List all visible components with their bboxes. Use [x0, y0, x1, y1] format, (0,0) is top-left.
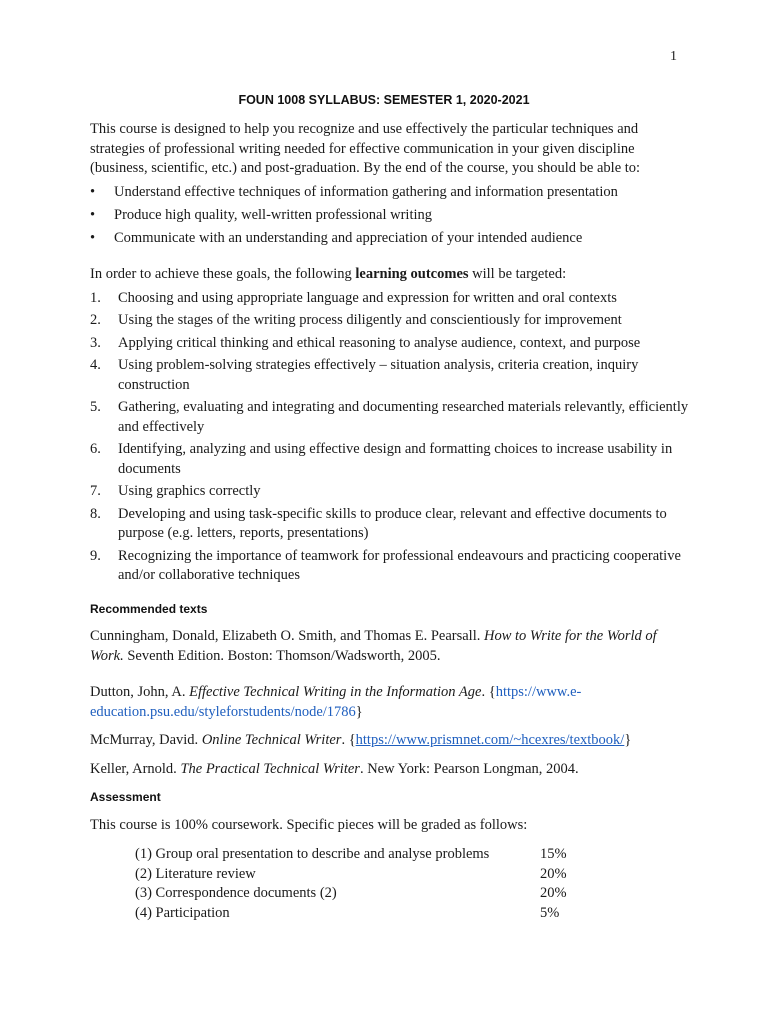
- outcomes-list: [90, 289, 690, 586]
- reference-entry: [90, 760, 690, 780]
- list-item: [90, 289, 690, 309]
- outcome-text: Developing and using task-specific skills to produce clear, relevant and effective documents to purpose (e.g. letters, reports, presentations): [118, 505, 667, 541]
- list-item: [90, 311, 690, 331]
- page-number: 1: [670, 49, 677, 64]
- reference-entry: [90, 731, 690, 751]
- ref-punct: . {: [341, 732, 356, 748]
- outcome-text: Using problem-solving strategies effectively – situation analysis, criteria creation, inquiry construction: [118, 357, 639, 393]
- table-row: [135, 865, 690, 885]
- list-item: [90, 547, 690, 586]
- item-number: 1.: [90, 289, 101, 306]
- assessment-heading: Assessment: [90, 790, 161, 804]
- grading-table: [135, 845, 690, 923]
- ref-punct-close: }: [624, 732, 632, 748]
- ref-punct: . {: [481, 684, 496, 700]
- assessment-intro: This course is 100% coursework. Specific pieces will be graded as follows:: [90, 816, 528, 833]
- list-item: [90, 206, 690, 226]
- reference-entry: [90, 683, 690, 722]
- ref-title: Online Technical Writer: [201, 732, 342, 748]
- grade-weight: 15%: [540, 846, 567, 862]
- outcome-text: Using graphics correctly: [118, 483, 261, 499]
- item-number: 9.: [90, 547, 101, 564]
- item-number: 7.: [90, 483, 101, 499]
- grade-weight: 20%: [540, 865, 567, 882]
- table-row: [135, 845, 690, 865]
- outcome-text: Choosing and using appropriate language and expression for written and oral contexts: [118, 289, 617, 306]
- outcomes-intro-text: In order to achieve these goals, the following: [90, 266, 356, 282]
- ref-author: Keller, Arnold.: [90, 760, 181, 777]
- outcome-text: Using the stages of the writing process diligently and conscientiously for improvement: [118, 312, 622, 328]
- ref-author: Cunningham, Donald, Elizabeth O. Smith, and Thomas E. Pearsall.: [90, 628, 484, 644]
- outcomes-intro-bold: learning outcomes: [355, 266, 469, 282]
- item-number: 5.: [90, 399, 101, 415]
- ref-details: Seventh Edition. Boston: Thomson/Wadsworth, 2005.: [123, 647, 441, 664]
- outcomes-intro-tail: will be targeted:: [468, 266, 567, 282]
- goal-text: Produce high quality, well-written professional writing: [114, 206, 432, 223]
- outcome-text: Identifying, analyzing and using effective design and formatting choices to increase usability in documents: [118, 441, 673, 477]
- bullet-icon: •: [90, 229, 96, 246]
- outcomes-intro: [90, 265, 690, 285]
- list-item: [90, 356, 690, 395]
- ref-title: The Practical Technical Writer: [180, 760, 360, 777]
- list-item: [90, 440, 690, 479]
- ref-details: . New York: Pearson Longman, 2004.: [359, 760, 579, 777]
- grade-item-label: (3) Correspondence documents (2): [135, 885, 337, 901]
- list-item: [90, 183, 690, 203]
- ref-punct-close: }: [355, 703, 363, 720]
- goal-text: Understand effective techniques of information gathering and information presentation: [114, 183, 618, 200]
- ref-link[interactable]: https://www.prismnet.com/~hcexres/textbook/: [355, 732, 625, 748]
- grade-item-label: (4) Participation: [135, 904, 230, 921]
- table-row: [135, 904, 690, 924]
- reference-entry: [90, 627, 690, 666]
- ref-title: How to Write for the World of Work.: [90, 628, 657, 664]
- item-number: 4.: [90, 357, 101, 373]
- goals-list: [90, 183, 690, 249]
- ref-link[interactable]: https://www.e-education.psu.edu/styleforstudents/node/1786: [90, 684, 582, 720]
- item-number: 6.: [90, 441, 101, 457]
- list-item: [90, 505, 690, 544]
- document-body: [90, 120, 690, 923]
- list-item: [90, 334, 690, 354]
- table-row: [135, 884, 690, 904]
- grade-weight: 5%: [540, 904, 560, 921]
- outcome-text: Gathering, evaluating and integrating and documenting researched materials relevantly, efficiently and effectively: [118, 399, 689, 435]
- ref-title: Effective Technical Writing in the Information Age: [189, 684, 482, 700]
- item-number: 2.: [90, 312, 101, 328]
- item-number: 3.: [90, 334, 101, 351]
- ref-author: Dutton, John, A.: [90, 684, 190, 700]
- list-item: [90, 229, 690, 249]
- outcome-text: Applying critical thinking and ethical reasoning to analyse audience, context, and purpose: [118, 334, 641, 351]
- item-number: 8.: [90, 505, 101, 522]
- grade-item-label: (2) Literature review: [135, 865, 256, 882]
- grade-weight: 20%: [540, 885, 567, 901]
- list-item: [90, 482, 690, 502]
- outcome-text: Recognizing the importance of teamwork for professional endeavours and practicing cooperative and/or collaborative techniques: [118, 547, 681, 583]
- grade-item-label: (1) Group oral presentation to describe and analyse problems: [135, 846, 490, 862]
- list-item: [90, 398, 690, 437]
- goal-text: Communicate with an understanding and appreciation of your intended audience: [114, 229, 583, 246]
- bullet-icon: •: [90, 183, 96, 200]
- page-title: FOUN 1008 SYLLABUS: SEMESTER 1, 2020-2021: [238, 93, 530, 107]
- intro-paragraph: This course is designed to help you recognize and use effectively the particular techniques and strategies of professional writing needed for effective communication in your given discipline (business, scientific, etc.) and post-graduation. By the end of the course, you should be able to:: [90, 121, 641, 176]
- ref-author: McMurray, David.: [90, 732, 202, 748]
- recommended-texts-heading: Recommended texts: [90, 601, 208, 616]
- bullet-icon: •: [90, 206, 96, 223]
